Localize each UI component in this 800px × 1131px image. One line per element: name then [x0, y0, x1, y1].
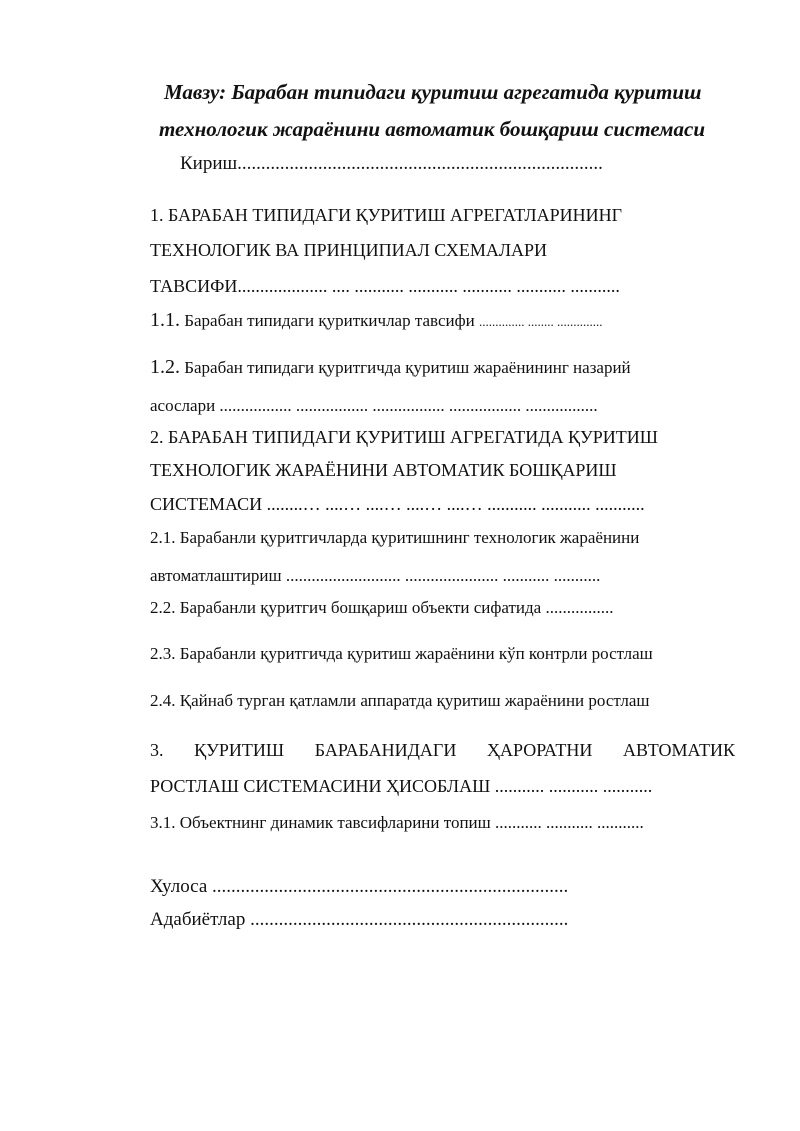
- toc-section-3-1: 3.1. Объектнинг динамик тавсифларини топиш ........... ........... ...........: [150, 813, 644, 832]
- document-title-line2: технологик жараёнини автоматик бошқариш системаси: [159, 117, 706, 141]
- toc-section-3-word: БАРАБАНИДАГИ: [314, 740, 457, 760]
- toc-section-1-2-line2: асослари ................. ................. ................. ................. .................: [150, 396, 598, 415]
- toc-section-3-word: ҲАРОРАТНИ: [486, 740, 593, 760]
- toc-section-2-3: 2.3. Барабанли қуритгичда қуритиш жараёнини кўп контрли ростлаш: [150, 644, 653, 663]
- toc-references: Адабиётлар ...................................................................: [150, 909, 569, 930]
- toc-section-2-line1: 2. БАРАБАН ТИПИДАГИ ҚУРИТИШ АГРЕГАТИДА ҚУРИТИШ: [150, 427, 658, 447]
- toc-section-2-line3: СИСТЕМАСИ ........… ....… ....… ....… ....… ........... ........... ...........: [150, 494, 645, 514]
- document-title-line1: Мавзу: Барабан типидаги қуритиш агрегатида қуритиш: [164, 80, 702, 104]
- toc-section-1-1-text: Барабан типидаги қуриткичлар тавсифи: [180, 311, 479, 330]
- toc-section-2-1-line2: автоматлаштириш ........................... ...................... ........... ...........: [150, 566, 601, 585]
- toc-section-3-word: АВТОМАТИК: [623, 740, 735, 760]
- toc-section-1-2-number: 1.2.: [150, 356, 180, 378]
- toc-section-3-line1: [150, 740, 735, 761]
- toc-intro: Кириш.............................................................................: [180, 153, 603, 174]
- toc-section-1-2: [150, 356, 631, 379]
- toc-section-3-word: 3.: [150, 740, 164, 760]
- toc-section-1-line3: ТАВСИФИ.................... .... ........... ........... ........... ........... ...........: [150, 276, 620, 296]
- toc-section-2-1-line1: 2.1. Барабанли қуритгичларда қуритишнинг технологик жараёнини: [150, 528, 640, 547]
- toc-section-1-1: [150, 309, 602, 332]
- toc-section-2-4: 2.4. Қайнаб турган қатламли аппаратда қуритиш жараёнини ростлаш: [150, 691, 650, 710]
- toc-section-1-line1: 1. БАРАБАН ТИПИДАГИ ҚУРИТИШ АГРЕГАТЛАРИНИНГ: [150, 205, 622, 225]
- toc-section-1-1-number: 1.1.: [150, 309, 180, 331]
- toc-conclusion: Хулоса ...........................................................................: [150, 876, 569, 897]
- toc-section-1-2-text: Барабан типидаги қуритгичда қуритиш жараёнининг назарий: [180, 358, 631, 377]
- toc-section-2-line2: ТЕХНОЛОГИК ЖАРАЁНИНИ АВТОМАТИК БОШҚАРИШ: [150, 460, 617, 480]
- toc-section-2-2: 2.2. Барабанли қуритгич бошқариш объекти сифатида ................: [150, 598, 614, 617]
- toc-section-1-1-dots: .............. ........ ..............: [478, 314, 603, 329]
- toc-section-1-line2: ТЕХНОЛОГИК ВА ПРИНЦИПИАЛ СХЕМАЛАРИ: [150, 240, 548, 260]
- toc-section-3-line2: РОСТЛАШ СИСТЕМАСИНИ ҲИСОБЛАШ ........... ........... ...........: [150, 776, 653, 796]
- toc-section-3-word: ҚУРИТИШ: [194, 740, 285, 760]
